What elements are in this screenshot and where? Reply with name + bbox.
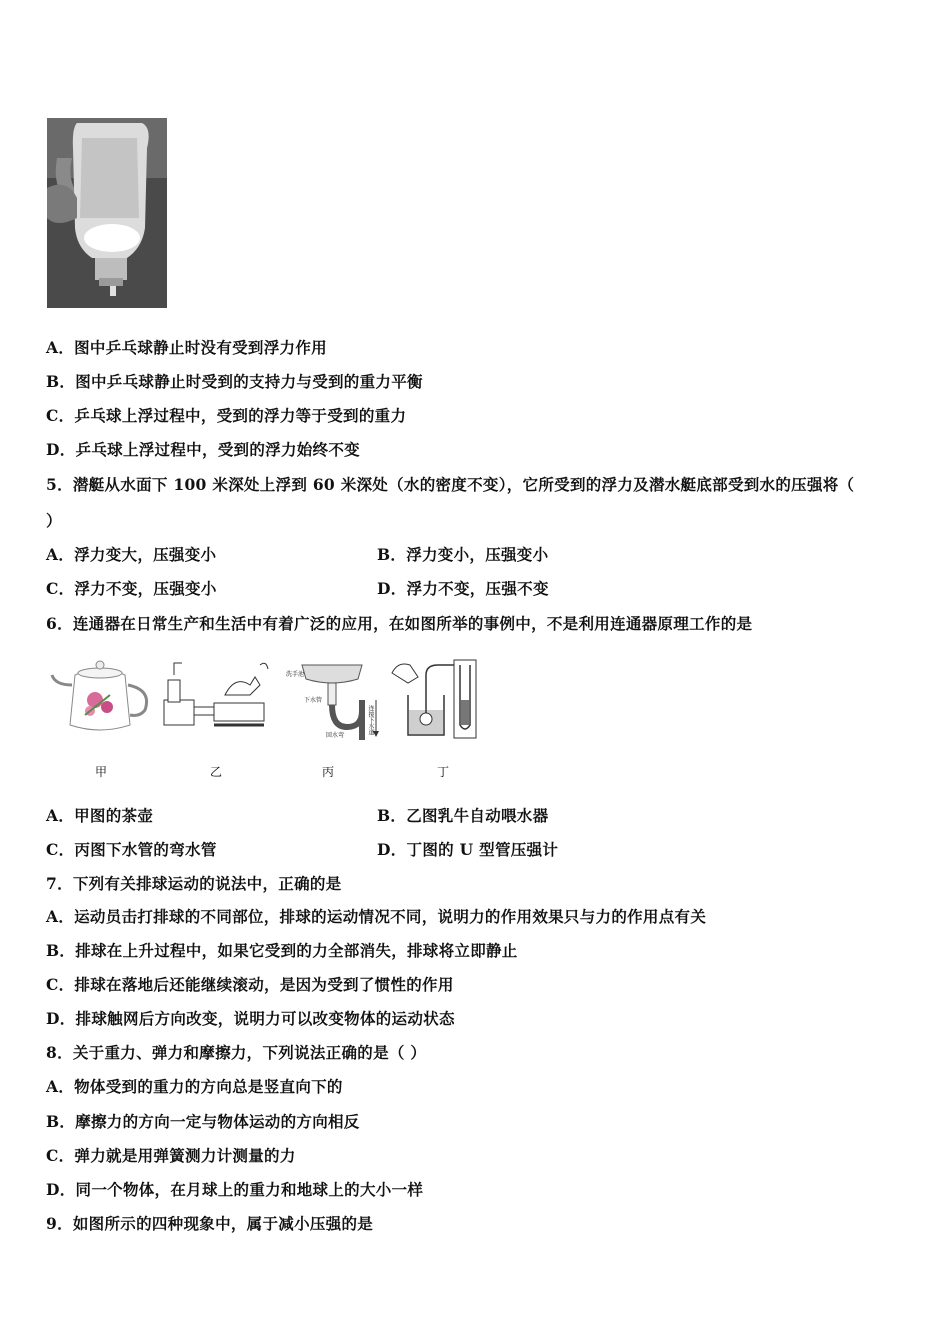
q5-option-a: A．浮力变大，压强变小 <box>46 545 217 564</box>
sink-label: 洗手池 <box>286 671 305 678</box>
q7-option-b: B．排球在上升过程中，如果它受到的力全部消失，排球将立即静止 <box>46 941 518 960</box>
q8-option-c: C．弹力就是用弹簧测力计测量的力 <box>46 1146 296 1165</box>
teapot-figure <box>50 655 155 744</box>
q6-stem: 6．连通器在日常生产和生活中有着广泛的应用，在如图所举的事例中，不是利用连通器原理工作的是 <box>46 614 753 633</box>
q6-option-c: C．丙图下水管的弯水管 <box>46 840 217 859</box>
figure-label-ding: 丁 <box>437 765 450 779</box>
q5-option-c: C．浮力不变，压强变小 <box>46 579 217 598</box>
q8-option-b: B．摩擦力的方向一定与物体运动的方向相反 <box>46 1112 360 1131</box>
figure-label-jia: 甲 <box>95 765 108 779</box>
u-tube-manometer-figure <box>388 655 483 744</box>
q7-stem: 7．下列有关排球运动的说法中，正确的是 <box>46 874 342 893</box>
q4-option-d: D．乒乓球上浮过程中，受到的浮力始终不变 <box>46 440 360 459</box>
figure-label-yi: 乙 <box>210 765 223 779</box>
q7-option-c: C．排球在落地后还能继续滚动，是因为受到了惯性的作用 <box>46 975 454 994</box>
q9-stem: 9．如图所示的四种现象中，属于减小压强的是 <box>46 1214 374 1233</box>
trap-label: 回水弯 <box>326 732 345 739</box>
q8-stem: 8．关于重力、弹力和摩擦力，下列说法正确的是（ ） <box>46 1043 427 1062</box>
q7-option-d: D．排球触网后方向改变，说明力可以改变物体的运动状态 <box>46 1009 455 1028</box>
q4-option-b: B．图中乒乓球静止时受到的支持力与受到的重力平衡 <box>46 372 423 391</box>
q5-option-d: D．浮力不变，压强不变 <box>377 579 549 598</box>
q6-option-a: A．甲图的茶壶 <box>46 806 154 825</box>
q6-option-b: B．乙图乳牛自动喂水器 <box>377 806 549 825</box>
drainpipe-label: 下水管 <box>304 697 323 704</box>
q4-option-a: A．图中乒乓球静止时没有受到浮力作用 <box>46 338 327 357</box>
q6-option-d: D．丁图的 U 型管压强计 <box>377 840 559 859</box>
q5-stem-end: ） <box>46 511 62 530</box>
q7-option-a: A．运动员击打排球的不同部位，排球的运动情况不同，说明力的作用效果只与力的作用点有关 <box>46 907 707 926</box>
bottle-photo <box>47 118 167 308</box>
q5-option-b: B．浮力变小，压强变小 <box>377 545 549 564</box>
q8-option-d: D．同一个物体，在月球上的重力和地球上的大小一样 <box>46 1180 424 1199</box>
q8-option-a: A．物体受到的重力的方向总是竖直向下的 <box>46 1077 343 1096</box>
q4-option-c: C．乒乓球上浮过程中，受到的浮力等于受到的重力 <box>46 406 407 425</box>
sewer-label: 连接下水道 <box>367 705 374 735</box>
figure-label-bing: 丙 <box>322 765 335 779</box>
q5-stem: 5．潜艇从水面下 100 米深处上浮到 60 米深处（水的密度不变），它所受到的浮力及潜水艇底部受到水的压强将（ <box>46 475 855 494</box>
cow-feeder-figure <box>160 655 270 744</box>
